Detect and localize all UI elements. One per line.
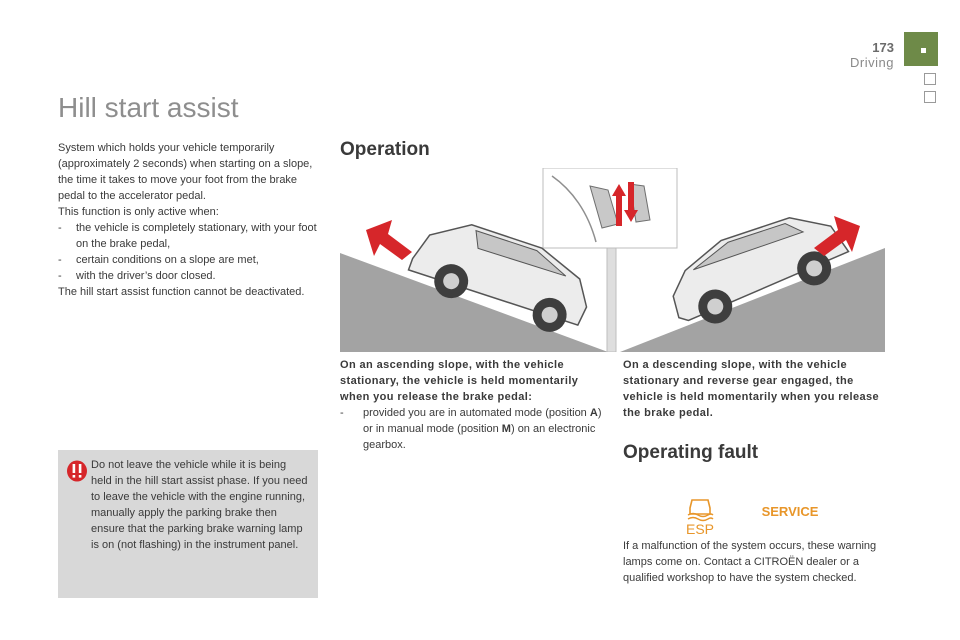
list-item: - certain conditions on a slope are met,	[58, 254, 259, 266]
operating-fault-text: If a malfunction of the system occurs, these warning lamps come on. Contact a CITROËN dealer or a qualified workshop to have the system checked.	[623, 540, 877, 584]
descending-slope-heading: On a descending slope, with the vehicle stationary and reverse gear engaged, the vehicle is held momentarily when you release the brake pedal.	[623, 359, 880, 419]
list-item: - provided you are in automated mode (position A) or in manual mode (position M) on an electronic gearbox.	[340, 407, 602, 451]
page-number: 173	[872, 40, 894, 55]
warning-text: Do not leave the vehicle while it is being held in the hill start assist phase. If you need to leave the vehicle with the engine running, manually apply the parking brake then ensure that the parking brake warning lamp is on (not flashing) in the instrument panel.	[91, 459, 308, 551]
page-title: Hill start assist	[58, 92, 239, 123]
chapter-tab-active	[904, 32, 938, 66]
operating-fault-heading: Operating fault	[623, 442, 759, 463]
operation-heading: Operation	[340, 139, 430, 160]
ascending-slope-heading: On an ascending slope, with the vehicle stationary, the vehicle is held momentarily when you release the brake pedal:	[340, 359, 579, 403]
intro-text	[58, 140, 320, 300]
warning-lamps	[682, 492, 822, 536]
descending-slope-text	[623, 357, 885, 421]
esp-label: ESP	[685, 521, 715, 536]
intro-note: The hill start assist function cannot be deactivated.	[58, 286, 305, 298]
exclamation-icon	[67, 460, 87, 482]
service-warning-label: SERVICE	[761, 504, 819, 519]
section-label: Driving	[850, 55, 894, 70]
intro-paragraph: System which holds your vehicle temporarily (approximately 2 seconds) when starting on a slope, the time it takes to move your foot from the brake pedal to the accelerator pedal.	[58, 142, 313, 202]
chapter-tab	[924, 73, 936, 85]
list-item: - the vehicle is completely stationary, with your foot on the brake pedal,	[58, 222, 317, 250]
esp-warning-icon	[686, 500, 714, 536]
hill-start-illustration	[340, 168, 885, 352]
conditions-intro: This function is only active when:	[58, 206, 219, 218]
list-item: - with the driver’s door closed.	[58, 270, 216, 282]
ascending-slope-text	[340, 357, 602, 453]
arrow-left-icon	[366, 220, 412, 260]
chapter-tab	[924, 91, 936, 103]
warning-box	[58, 450, 318, 598]
